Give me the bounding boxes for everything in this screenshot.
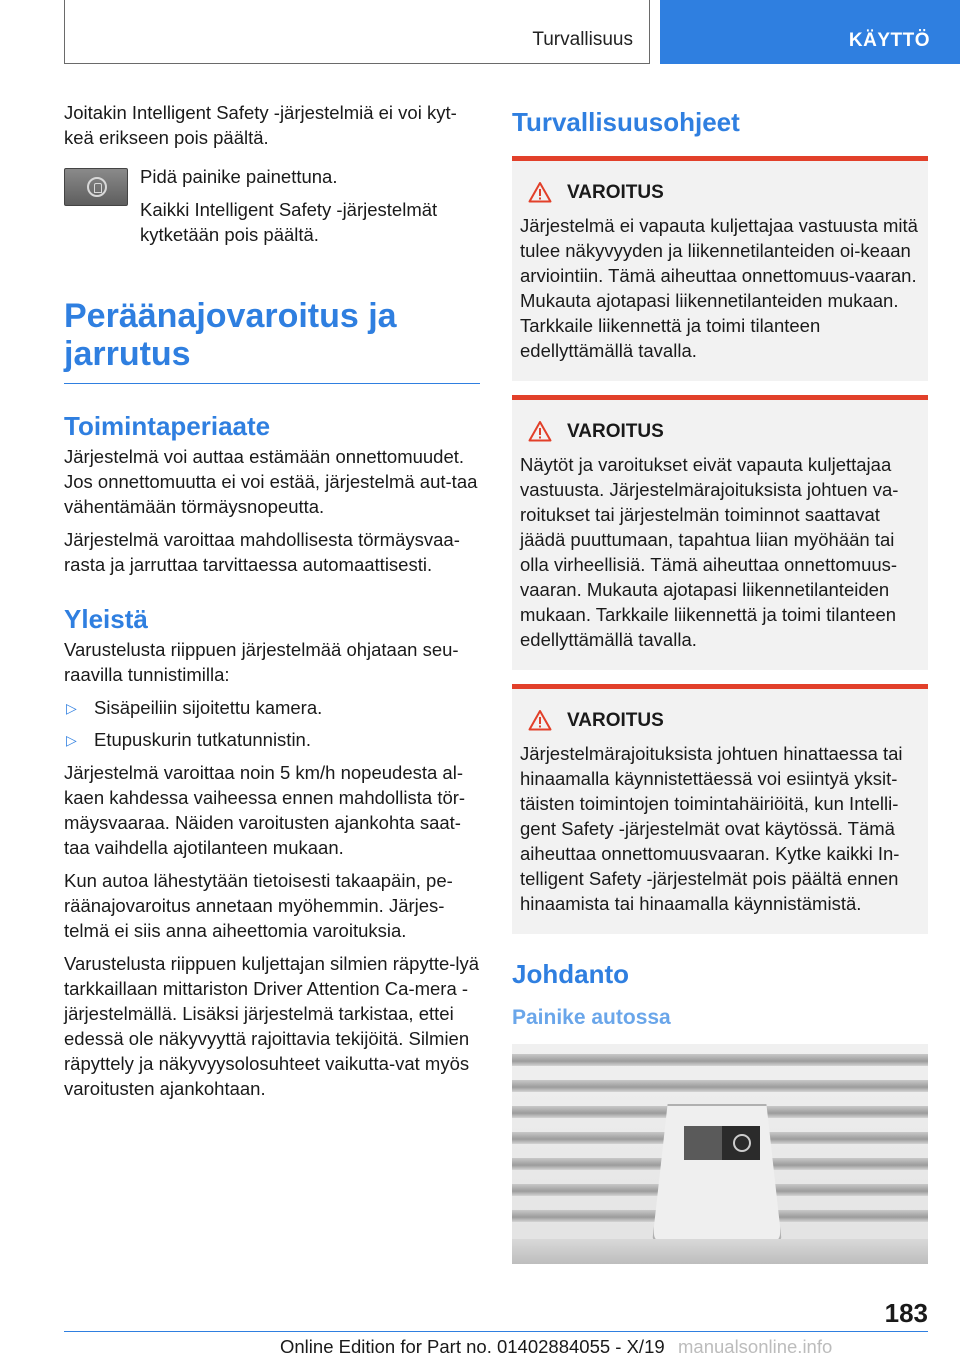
header-section-box: [64, 0, 650, 64]
general-paragraph-2: Järjestelmä varoittaa noin 5 km/h nopeudesta al-kaen kahdessa vaiheessa ennen mahdollista tör-mäysvaaraa. Näiden varoitusten ajankohta saat-taa vaihdella ajotilanteen mukaan.: [64, 762, 466, 858]
button-in-car-photo: [512, 1044, 928, 1264]
principle-paragraph-1: Järjestelmä voi auttaa estämään onnettomuudet. Jos onnettomuutta ei voi estää, järjestelmä aut-taa vähentämään törmäysnopeutta.: [64, 446, 478, 517]
section-heading-safety: Turvallisuusohjeet: [512, 107, 740, 137]
subheading-button-in-car: Painike autossa: [512, 1006, 671, 1029]
warning-box-3: [512, 684, 928, 934]
general-paragraph-3: Kun autoa lähestytään tietoisesti takaapäin, pe-räänajovaroitus annetaan myöhemmin. Järjes-telmä ei siis anna aiheettomia varoituksia.: [64, 870, 453, 941]
list-item: ▷ Etupuskurin tutkatunnistin.: [64, 727, 480, 752]
warning-title: VAROITUS: [567, 421, 664, 442]
principle-paragraph-2: Järjestelmä varoittaa mahdollisesta törmäysvaa-rasta ja jarruttaa tarvittaessa automaattisesti.: [64, 529, 460, 575]
triangle-bullet-icon: ▷: [66, 732, 77, 748]
button-instruction: [64, 164, 480, 247]
footer-edition: Online Edition for Part no. 01402884055 - X/19: [280, 1336, 665, 1357]
section-heading-general: Yleistä: [64, 604, 148, 634]
right-column: [512, 100, 928, 1264]
left-column: [64, 100, 480, 1109]
header-chapter-tab: [660, 0, 960, 64]
warning-text: Järjestelmä ei vapauta kuljettajaa vastuusta mitä tulee näkyvyyden ja liikennetilanteiden oi-keaan arviointiin. Tämä aiheuttaa onnettomuus-vaaran. Mukauta ajotapasi liikennetilanteiden mukaan. Tarkkaile liikennettä ja toimi tilanteen edellyttämällä tavalla.: [520, 215, 918, 361]
section-heading-principle: Toimintaperiaate: [64, 411, 271, 441]
warning-triangle-icon: [528, 181, 552, 203]
list-item: ▷ Sisäpeiliin sijoitettu kamera.: [64, 695, 480, 720]
intro-paragraph: Joitakin Intelligent Safety -järjestelmiä ei voi kyt-keä erikseen pois päältä.: [64, 102, 457, 148]
car-safety-button-icon: [722, 1126, 760, 1160]
header-chapter-title: KÄYTTÖ: [848, 30, 930, 51]
sensor-list: [64, 695, 480, 752]
triangle-bullet-icon: ▷: [66, 700, 77, 716]
general-paragraph-4: Varustelusta riippuen kuljettajan silmien räpytte-lyä tarkkaillaan mittariston Driver Attention Ca-mera -järjestelmällä. Lisäksi järjestelmä tarkistaa, ettei edessä ole näkyvyyttä rajoittavia tekijöitä. Silmien räpyttely ja näkyvyysolosuhteet vaikutta-vat myös varoitusten ajankohtaan.: [64, 953, 480, 1099]
warning-box-1: [512, 156, 928, 381]
page-number: 183: [884, 1298, 928, 1328]
chapter-heading: Peräänajovaroitus ja jarrutus: [64, 297, 480, 384]
footer-watermark: manualsonline.info: [678, 1336, 833, 1357]
warning-title: VAROITUS: [567, 182, 664, 203]
warning-box-2: [512, 395, 928, 670]
warning-triangle-icon: [528, 420, 552, 442]
intelligent-safety-button-icon: [64, 168, 128, 206]
header-section-title: Turvallisuus: [532, 29, 633, 50]
button-instruction-line2: Kaikki Intelligent Safety -järjestelmät kytketään pois päältä.: [140, 199, 438, 245]
button-instruction-line1: Pidä painike painettuna.: [140, 166, 338, 187]
warning-text: Näytöt ja varoitukset eivät vapauta kuljettajaa vastuusta. Järjestelmärajoituksista johtuen va-roitukset tai järjestelmän toiminnot saattavat jäädä puuttumaan, tapahtua liian myöhään tai olla virheellisiä. Tämä aiheuttaa onnettomuus-vaaran. Mukauta ajotapasi liikennetilanteiden mukaan. Tarkkaile liikennettä ja toimi tilanteen edellyttämällä tavalla.: [520, 454, 899, 650]
section-heading-intro: Johdanto: [512, 959, 629, 989]
warning-triangle-icon: [528, 709, 552, 731]
warning-text: Järjestelmärajoituksista johtuen hinattaessa tai hinaamalla käynnistettäessä voi esiintyä yksit-täisten toimintojen toimintahäiriöitä, kun Intelli-gent Safety -järjestelmät ovat käytössä. Tämä aiheuttaa onnettomuusvaaran. Kytke kaikki In-telligent Safety -järjestelmät pois päältä ennen hinaamista tai hinaamalla käynnistämistä.: [520, 743, 903, 914]
footer-divider: [64, 1331, 928, 1332]
general-paragraph-1: Varustelusta riippuen järjestelmää ohjataan seu-raavilla tunnistimilla:: [64, 639, 459, 685]
warning-title: VAROITUS: [567, 710, 664, 731]
